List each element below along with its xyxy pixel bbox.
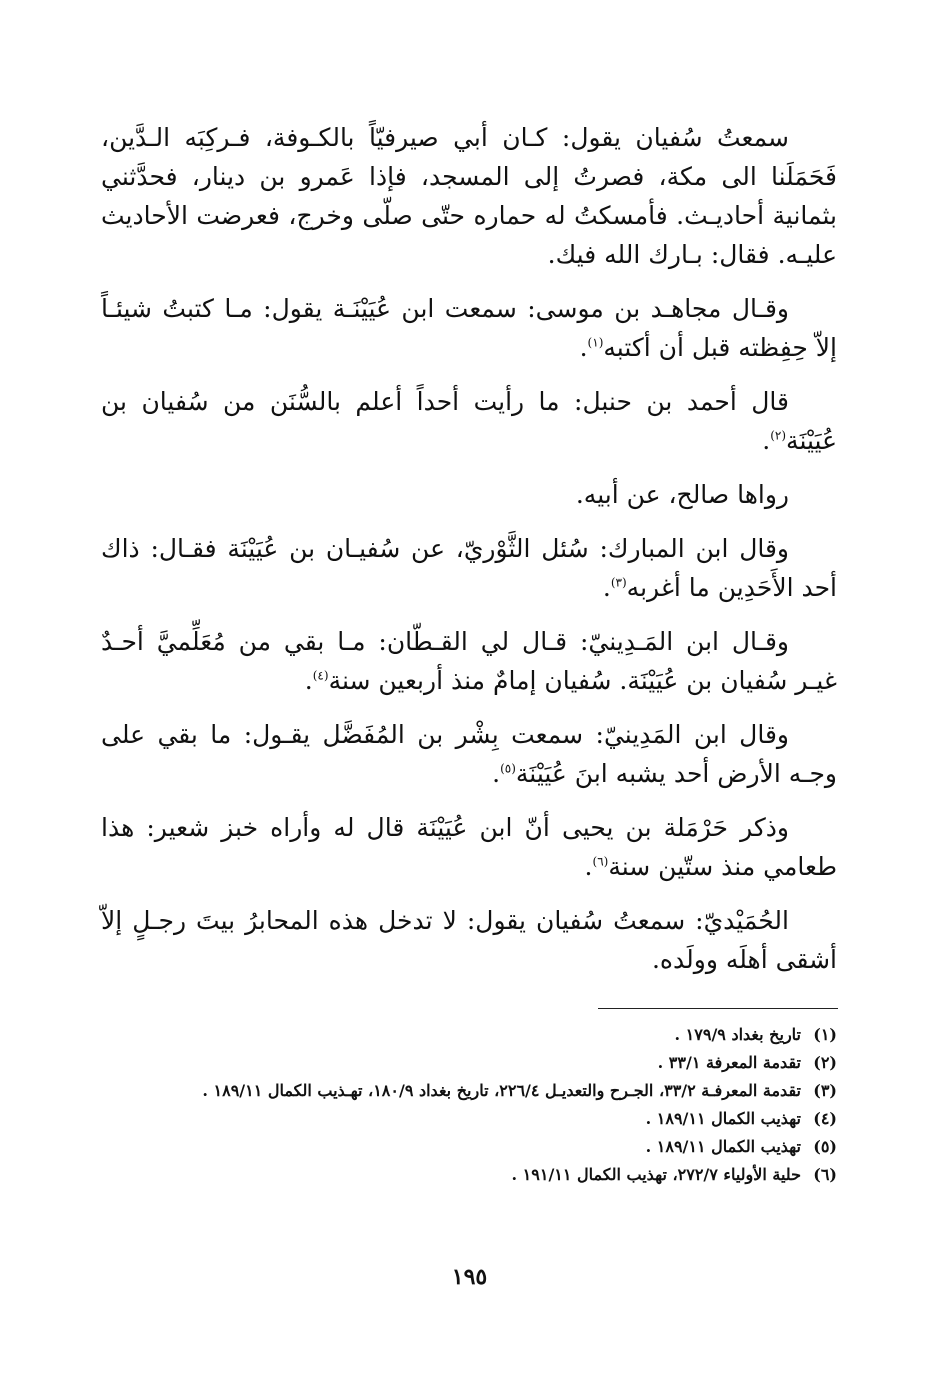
footnote-ref: (١) — [587, 335, 604, 350]
paragraph-text: رواها صالح، عن أبيه. — [575, 480, 789, 509]
paragraph-1 — [101, 118, 837, 274]
paragraph-4 — [101, 475, 837, 514]
paragraph-text: وقال ابن المبارك: سُئل الثَّوْريّ، عن سُفيـان بن عُيَيْنَة فقـال: ذاك أحد الأَحَدِين ما أغربه — [101, 534, 837, 602]
footnote-item — [101, 1134, 837, 1160]
paragraph-text: الحُمَيْديّ: سمعتُ سُفيان يقول: لا تدخل هذه المحابرُ بيتَ رجـلٍ إلاّ أشقى أهلَه وولَده. — [101, 906, 837, 974]
paragraph-8: وذكر حَرْمَلة بن يحيى أنّ ابن عُيَيْنَة قال له وأراه خبز شعير: هذا طعامي منذ ستّين سنة$^{(٦)}$. — [101, 813, 837, 881]
footnotes — [101, 1022, 837, 1190]
footnote-ref: (٥) — [500, 761, 516, 776]
paragraph-text: وقـال مجاهـد بن موسى: سمعت ابن عُيَيْنَـة يقول: مـا كتبتُ شيئـاً إلاّ حِفِظته قبل أن أكتبه — [101, 294, 837, 362]
paragraph-text: قال أحمد بن حنبل: ما رأيت أحداً أعلم بالسُّنَن من سُفيان بن عُيَيْنَة — [101, 387, 837, 455]
paragraph-text: وقـال ابن المَـدِينيّ: قـال لي القـطّان: مـا بقي من مُعَلِّميَّ أحـدٌ غيـر سُفيان بن عُيَيْنَة. سُفيان إمامٌ منذ أربعين سنة — [101, 627, 837, 695]
paragraph-9 — [101, 901, 837, 979]
footnote-divider — [598, 1008, 838, 1009]
footnote-number: (٢) — [813, 1053, 837, 1072]
footnote-item — [101, 1162, 837, 1188]
paragraph-text: وذكر حَرْمَلة بن يحيى أنّ ابن عُيَيْنَة قال له وأراه خبز شعير: هذا طعامي منذ ستّين سنة — [101, 813, 837, 881]
footnote-item — [101, 1050, 837, 1076]
footnote-item — [101, 1022, 837, 1048]
footnote-number: (١) — [813, 1025, 837, 1044]
footnote-ref: (٢) — [770, 428, 787, 443]
footnote-text: حلية الأولياء ٢٧٢/٧، تهذيب الكمال ١٩١/١١ . — [511, 1165, 801, 1184]
footnote-number: (٣) — [813, 1081, 837, 1100]
paragraph-5: وقال ابن المبارك: سُئل الثَّوْريّ، عن سُفيـان بن عُيَيْنَة فقـال: ذاك أحد الأَحَدِين ما أغربه$^{(٣)}$. — [101, 534, 837, 602]
paragraph-7: وقال ابن المَدِينيّ: سمعت بِشْر بن المُفَضَّل يقـول: ما بقي على وجـه الأرض أحد يشبه ابنَ عُيَيْنَة$^{(٥)}$. — [101, 720, 837, 788]
footnote-number: (٥) — [813, 1137, 837, 1156]
footnote-item — [101, 1106, 837, 1132]
paragraph-2: وقـال مجاهـد بن موسى: سمعت ابن عُيَيْنَـة يقول: مـا كتبتُ شيئـاً إلاّ حِفِظته قبل أن أكتبه$^{(١)}$. — [101, 294, 837, 362]
footnote-ref: (٣) — [610, 575, 627, 590]
footnote-number: (٤) — [813, 1109, 837, 1128]
footnote-text: تهذيب الكمال ١٨٩/١١ . — [645, 1137, 801, 1156]
footnote-item — [101, 1078, 837, 1104]
paragraph-text: سمعتُ سُفيان يقول: كـان أبي صيرفيّاً بالكـوفة، فـركِبَه الـدَّين، فَحَمَلَنا الى مكة، فصرتُ إلى المسجد، فإذا عَمرو بن دينار، فحدَّثني بثمانية أحاديـث. فأمسكتُ له حماره حتّى صلّى وخرج، فعرضت الأحاديث عليـه. فقال: بـارك الله فيك. — [101, 123, 837, 269]
page-number: ١٩٥ — [451, 1264, 488, 1290]
footnote-text: تاريخ بغداد ١٧٩/٩ . — [674, 1025, 801, 1044]
paragraph-3: قال أحمد بن حنبل: ما رأيت أحداً أعلم بالسُّنَن من سُفيان بن عُيَيْنَة$^{(٢)}$. — [101, 387, 837, 455]
main-text — [101, 118, 837, 994]
footnote-ref: (٦) — [592, 854, 609, 869]
footnote-text: تهذيب الكمال ١٨٩/١١ . — [645, 1109, 801, 1128]
paragraph-text: وقال ابن المَدِينيّ: سمعت بِشْر بن المُفَضَّل يقـول: ما بقي على وجـه الأرض أحد يشبه ابنَ عُيَيْنَة — [101, 720, 837, 788]
paragraph-6: وقـال ابن المَـدِينيّ: قـال لي القـطّان: مـا بقي من مُعَلِّميَّ أحـدٌ غيـر سُفيان بن عُيَيْنَة. سُفيان إمامٌ منذ أربعين سنة$^{(٤)}$. — [101, 627, 837, 695]
footnote-number: (٦) — [813, 1165, 837, 1184]
footnote-ref: (٤) — [312, 668, 329, 683]
footnote-text: تقدمة المعرفـة ٣٣/٢، الجـرح والتعديـل ٢٢٦/٤، تاريخ بغداد ١٨٠/٩، تهـذيب الكمال ١٨٩/١١ . — [202, 1081, 801, 1100]
footnote-text: تقدمة المعرفة ٣٣/١ . — [657, 1053, 801, 1072]
